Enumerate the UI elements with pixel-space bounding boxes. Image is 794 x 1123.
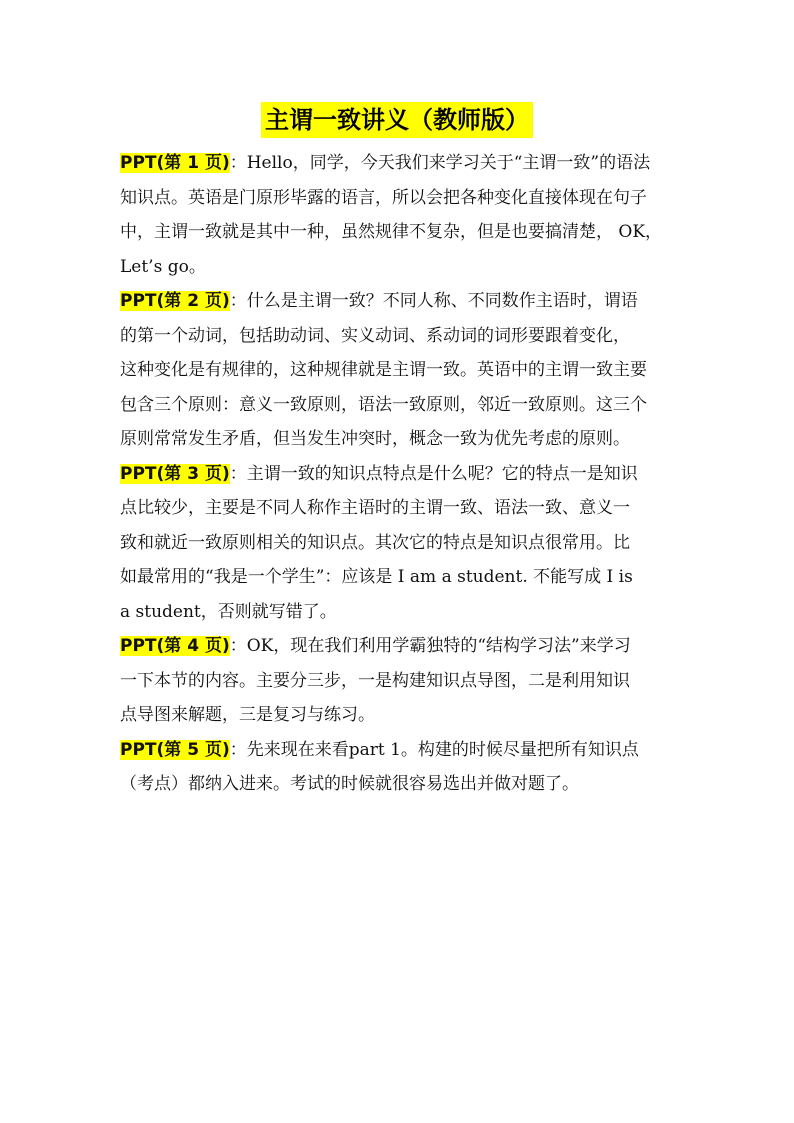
paragraph-line: 点导图来解题，三是复习与练习。	[120, 705, 375, 725]
paragraph-ppt-4	[120, 629, 680, 733]
paragraph-line	[120, 629, 680, 664]
paragraph-line: Let’s go。	[120, 256, 206, 277]
paragraph-ppt-5	[120, 733, 680, 802]
line-text: ：OK，现在我们利用学霸独特的“结构学习法”来学习	[229, 636, 631, 656]
document-title: 主谓一致讲义（教师版）	[261, 102, 533, 138]
paragraph-line: 致和就近一致原则相关的知识点。其次它的特点是知识点很常用。比	[120, 532, 630, 553]
paragraph-line: 知识点。英语是门原形毕露的语言，所以会把各种变化直接体现在句子	[120, 187, 647, 208]
ppt-page-label: PPT(第 4 页)	[120, 636, 230, 656]
paragraph-line: 中，主谓一致就是其中一种，虽然规律不复杂，但是也要搞清楚， OK，	[120, 222, 663, 242]
paragraph-ppt-1	[120, 146, 680, 284]
title-wrapper	[0, 102, 794, 138]
document-body	[120, 146, 680, 802]
ppt-page-label: PPT(第 5 页)	[120, 739, 230, 760]
ppt-page-label: PPT(第 3 页)	[120, 463, 230, 484]
paragraph-line: 包含三个原则：意义一致原则，语法一致原则，邻近一致原则。这三个	[120, 394, 647, 415]
paragraph-line: a student，否则就写错了。	[120, 601, 337, 622]
paragraph-line	[120, 733, 680, 768]
paragraph-line	[120, 457, 680, 492]
paragraph-line: （考点）都纳入进来。考试的时候就很容易选出并做对题了。	[120, 774, 579, 794]
ppt-page-label: PPT(第 2 页)	[120, 291, 230, 311]
paragraph-line: 原则常常发生矛盾，但当发生冲突时，概念一致为优先考虑的原则。	[120, 429, 630, 449]
ppt-page-label: PPT(第 1 页)	[120, 153, 230, 173]
paragraph-line: 如最常用的“我是一个学生”：应该是 I am a student. 不能写成 I is	[120, 567, 633, 587]
paragraph-line	[120, 284, 680, 319]
line-text: ：Hello，同学，今天我们来学习关于“主谓一致”的语法	[229, 153, 651, 173]
line-text: ：什么是主谓一致？不同人称、不同数作主语时，谓语	[229, 291, 638, 311]
paragraph-line: 的第一个动词，包括助动词、实义动词、系动词的词形要跟着变化，	[120, 325, 630, 346]
line-text: ：先来现在来看part 1。构建的时候尽量把所有知识点	[229, 739, 639, 760]
line-text: ：主谓一致的知识点特点是什么呢？它的特点一是知识	[229, 463, 638, 484]
paragraph-line	[120, 146, 680, 181]
paragraph-line: 这种变化是有规律的，这种规律就是主谓一致。英语中的主谓一致主要	[120, 360, 647, 380]
paragraph-ppt-3	[120, 457, 680, 630]
paragraph-ppt-2	[120, 284, 680, 457]
paragraph-line: 点比较少，主要是不同人称作主语时的主谓一致、语法一致、意义一	[120, 498, 630, 518]
paragraph-line: 一下本节的内容。主要分三步，一是构建知识点导图，二是利用知识	[120, 670, 630, 691]
